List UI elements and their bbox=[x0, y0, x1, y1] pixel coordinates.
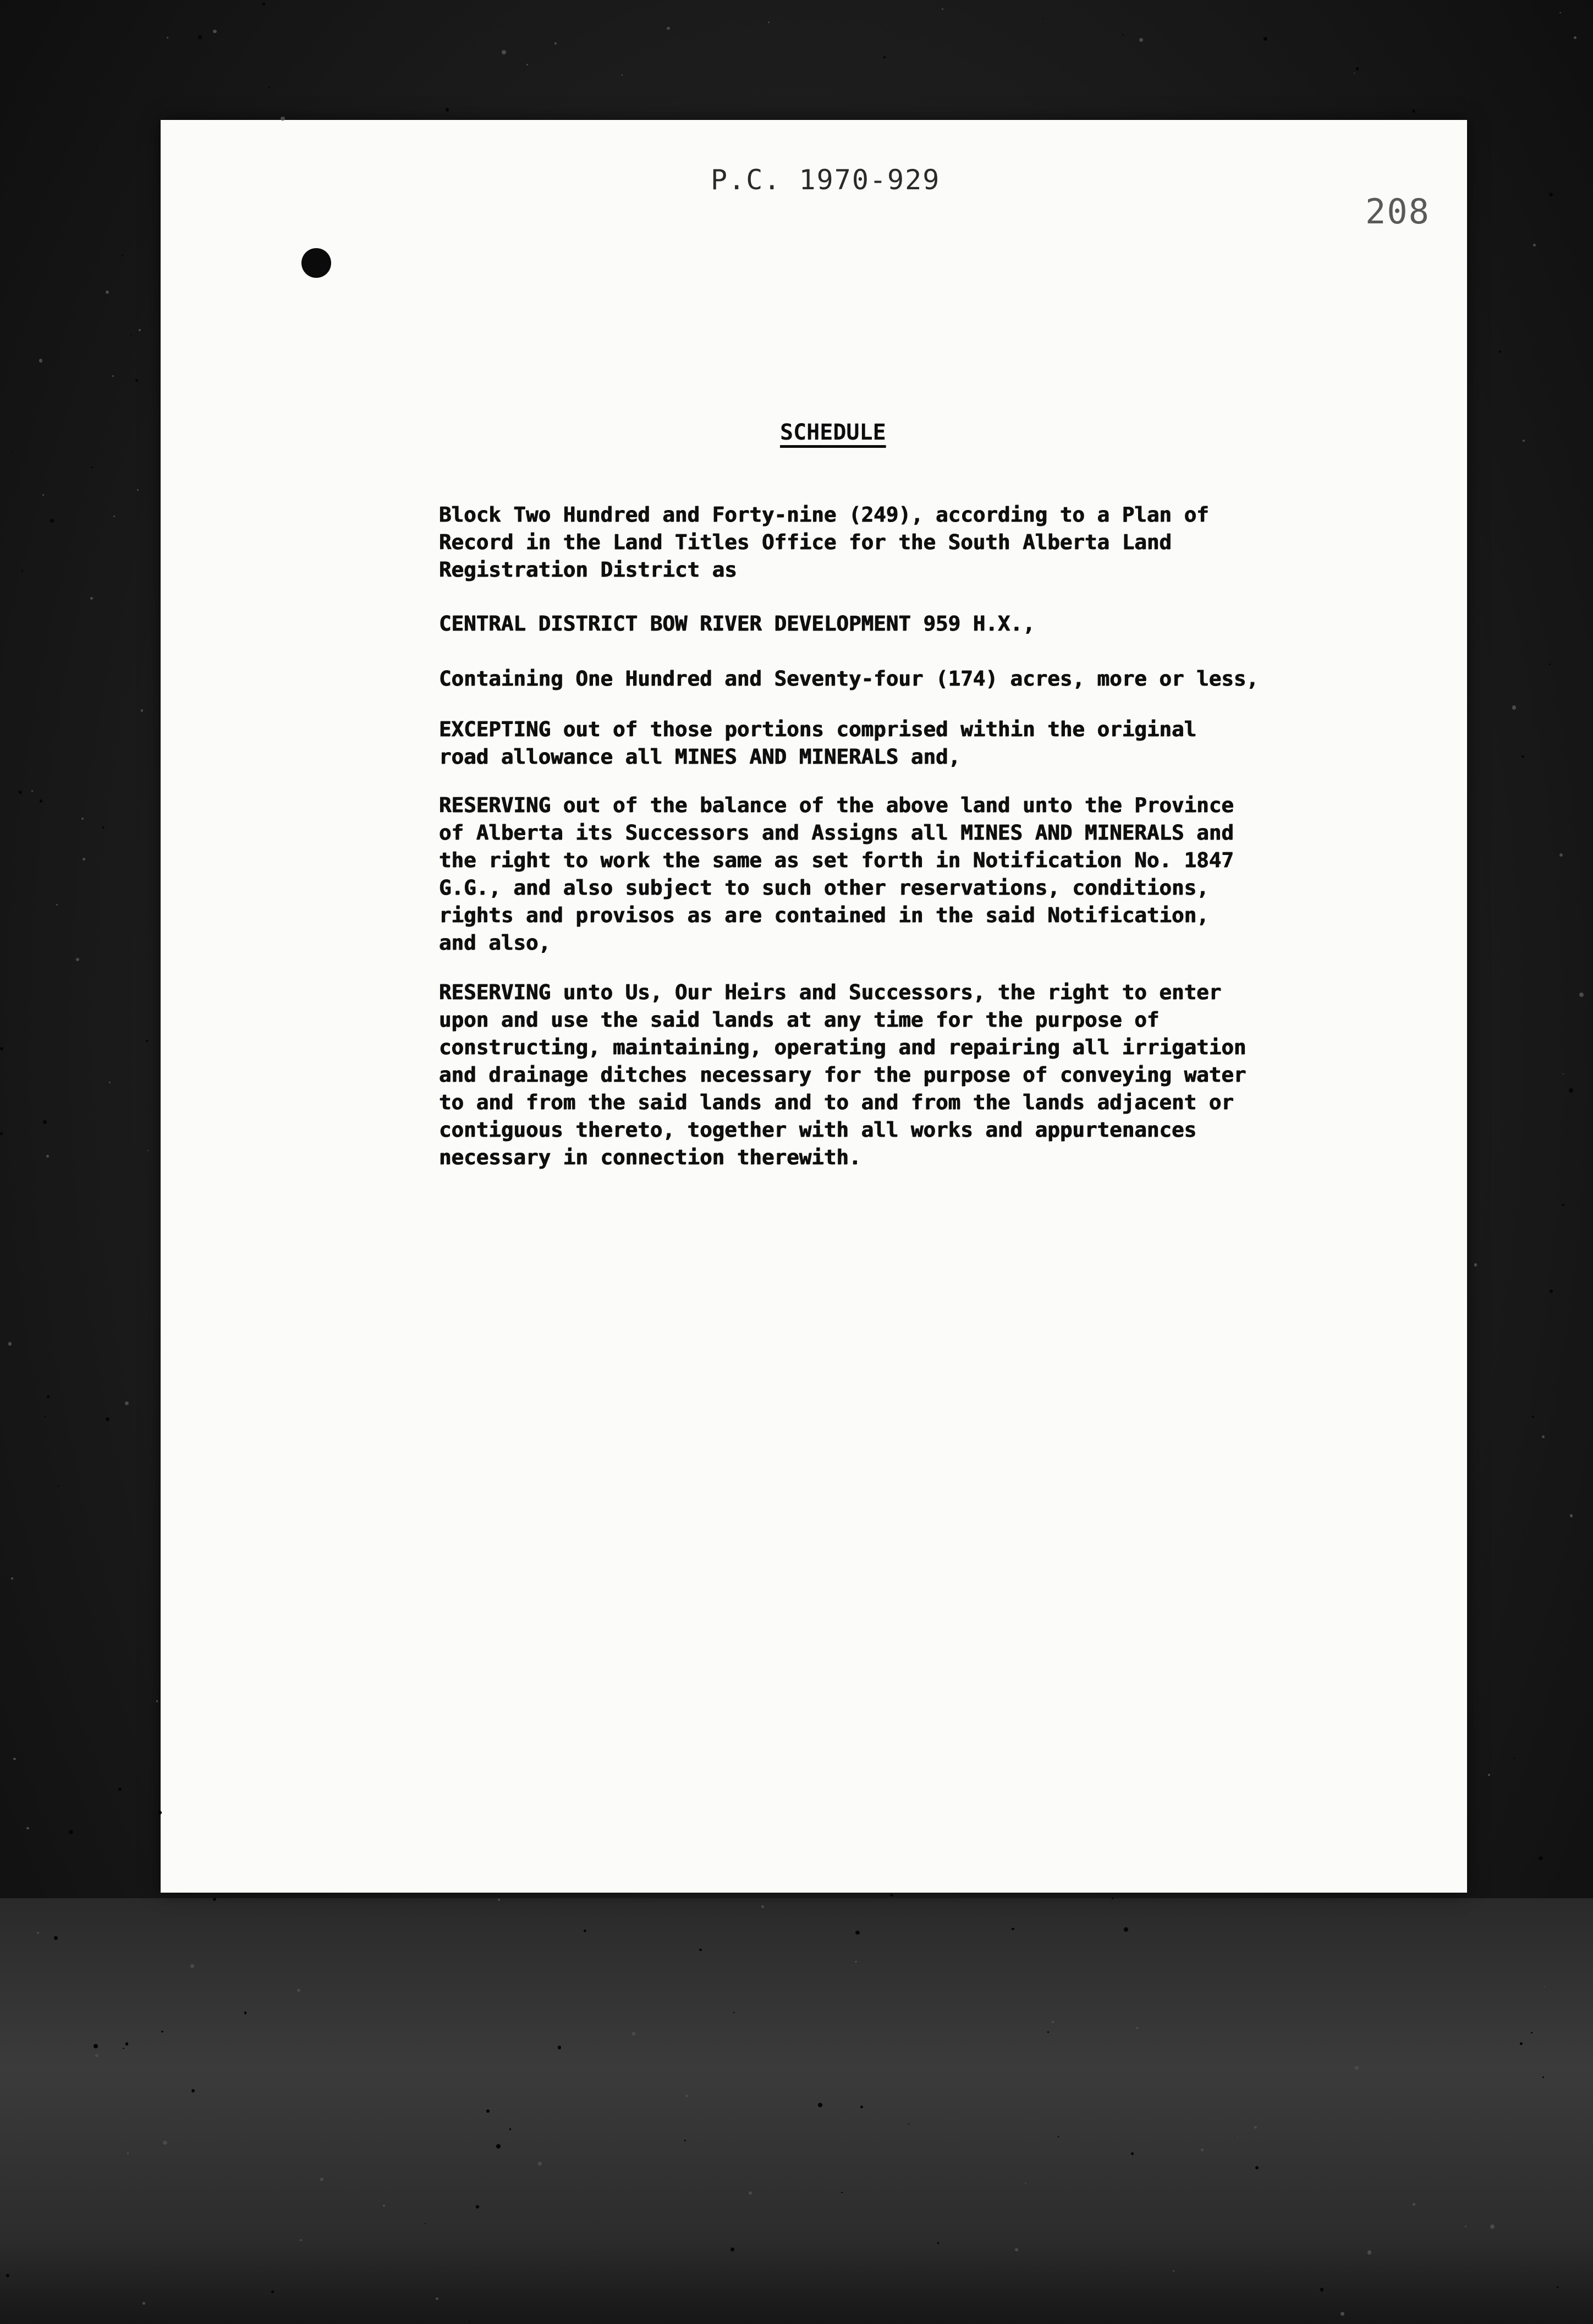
film-grain bbox=[46, 1155, 49, 1158]
film-grain bbox=[90, 597, 93, 600]
film-grain bbox=[509, 2128, 511, 2130]
schedule-title: SCHEDULE bbox=[780, 420, 886, 445]
film-grain bbox=[135, 379, 138, 382]
film-grain bbox=[91, 467, 93, 468]
film-grain bbox=[469, 2321, 470, 2322]
film-grain bbox=[685, 2095, 688, 2097]
film-grain bbox=[1559, 853, 1563, 857]
film-grain bbox=[855, 1961, 857, 1963]
film-grain bbox=[167, 37, 168, 39]
film-grain bbox=[300, 2239, 301, 2241]
film-grain bbox=[1355, 2066, 1359, 2070]
film-grain bbox=[841, 2192, 843, 2194]
film-grain bbox=[113, 516, 115, 517]
document-page bbox=[161, 120, 1467, 1893]
film-grain bbox=[883, 56, 886, 58]
film-grain bbox=[42, 494, 45, 496]
film-grain bbox=[1354, 73, 1355, 74]
film-grain bbox=[262, 2, 266, 6]
paragraph-area: Containing One Hundred and Seventy-four (174) acres, more or less, bbox=[439, 666, 1259, 690]
film-grain bbox=[19, 791, 22, 794]
film-grain bbox=[0, 1132, 3, 1135]
film-grain bbox=[632, 2032, 635, 2035]
film-grain bbox=[6, 2274, 9, 2277]
film-grain bbox=[125, 1401, 129, 1405]
film-grain bbox=[268, 87, 270, 88]
film-grain bbox=[213, 30, 216, 33]
film-grain bbox=[106, 290, 109, 294]
film-grain bbox=[112, 375, 114, 377]
film-grain bbox=[26, 1827, 29, 1830]
film-grain bbox=[37, 1932, 39, 1934]
film-grain bbox=[45, 1416, 46, 1417]
film-grain bbox=[1264, 37, 1267, 41]
film-grain bbox=[156, 1700, 158, 1702]
film-grain bbox=[1557, 2286, 1559, 2288]
film-grain bbox=[502, 50, 506, 54]
film-grain bbox=[40, 799, 42, 802]
film-grain bbox=[1490, 2224, 1495, 2229]
film-grain bbox=[130, 335, 132, 336]
film-grain bbox=[123, 2048, 124, 2049]
film-grain bbox=[190, 1964, 194, 1968]
film-grain bbox=[142, 2302, 145, 2305]
film-grain bbox=[622, 74, 623, 76]
film-grain bbox=[297, 1989, 300, 1992]
paragraph-reserving-province: RESERVING out of the balance of the above land unto the Province of Alberta its Successors and Assigns all MINES AND MINERALS and the right to work the same as set forth in Notification No. 1847 G.G., and also subject to such other reservations, conditions, rights and provisos as are contained in the said Notification, and also, bbox=[439, 793, 1234, 955]
film-grain bbox=[538, 2162, 541, 2165]
film-grain bbox=[1052, 2021, 1053, 2022]
film-grain bbox=[50, 519, 54, 523]
film-grain bbox=[1531, 2032, 1532, 2034]
film-grain bbox=[106, 1417, 109, 1421]
film-grain bbox=[1520, 2042, 1523, 2045]
film-grain bbox=[1499, 350, 1501, 353]
paragraph-district: CENTRAL DISTRICT BOW RIVER DEVELOPMENT 959 H.X., bbox=[439, 611, 1035, 635]
film-grain bbox=[383, 2205, 384, 2206]
film-grain bbox=[320, 2178, 323, 2181]
film-grain bbox=[554, 42, 557, 45]
film-grain bbox=[147, 1150, 149, 1151]
film-grain bbox=[1569, 1088, 1573, 1093]
film-grain bbox=[1356, 67, 1359, 70]
film-grain bbox=[1570, 1514, 1573, 1517]
film-grain bbox=[127, 2152, 129, 2154]
punch-hole bbox=[301, 248, 331, 278]
film-grain bbox=[684, 2140, 686, 2141]
film-grain bbox=[1201, 2148, 1204, 2151]
film-grain bbox=[163, 2141, 167, 2145]
film-grain bbox=[56, 904, 58, 906]
film-grain bbox=[161, 2031, 163, 2032]
film-grain bbox=[1550, 1290, 1553, 1293]
film-grain bbox=[125, 2042, 129, 2046]
film-grain bbox=[937, 2242, 940, 2244]
film-grain bbox=[1136, 2027, 1138, 2029]
film-grain bbox=[1532, 1416, 1534, 1418]
film-grain bbox=[1539, 1856, 1543, 1861]
order-reference: P.C. 1970-929 bbox=[711, 164, 941, 196]
film-grain bbox=[1533, 244, 1536, 246]
film-grain bbox=[584, 1930, 586, 1932]
paragraph-reserving-crown: RESERVING unto Us, Our Heirs and Successors, the right to enter upon and use the said lands at any time for the purpose of constructing, maintaining, operating and repairing all irrigation and drainage ditches necessary for the purpose of conveying water to and from the said lands and to and from the lands adjacent or contiguous thereto, together with all works and appurtenances necessary in connection therewith. bbox=[439, 980, 1246, 1169]
film-grain bbox=[1579, 993, 1584, 997]
film-grain bbox=[1562, 1204, 1564, 1206]
film-grain bbox=[1413, 2203, 1415, 2205]
film-grain bbox=[1542, 1435, 1545, 1438]
film-grain bbox=[146, 1040, 148, 1042]
film-grain bbox=[496, 2144, 501, 2148]
film-grain bbox=[1521, 755, 1524, 758]
film-grain bbox=[1042, 18, 1043, 19]
film-grain bbox=[11, 1577, 13, 1580]
film-grain bbox=[0, 1047, 3, 1050]
film-grain bbox=[69, 1830, 73, 1834]
film-grain bbox=[1131, 2152, 1134, 2155]
film-grain bbox=[1139, 38, 1143, 42]
film-grain bbox=[1124, 1927, 1128, 1932]
film-grain bbox=[1523, 440, 1525, 442]
film-grain bbox=[13, 1758, 16, 1761]
film-grain bbox=[1514, 1757, 1515, 1759]
film-grain bbox=[31, 790, 33, 792]
film-grain bbox=[244, 2011, 247, 2014]
film-grain bbox=[1559, 12, 1561, 14]
film-grain bbox=[1549, 193, 1553, 196]
film-grain bbox=[768, 21, 770, 23]
film-grain bbox=[699, 1949, 702, 1952]
film-grain bbox=[281, 117, 285, 121]
film-grain bbox=[667, 27, 669, 30]
film-grain bbox=[1549, 664, 1551, 665]
film-grain bbox=[94, 2044, 98, 2048]
film-grain bbox=[198, 35, 202, 39]
film-grain bbox=[137, 489, 139, 491]
film-grain bbox=[118, 1788, 122, 1791]
film-grain bbox=[21, 570, 23, 572]
film-grain bbox=[81, 818, 84, 820]
film-grain bbox=[1255, 2166, 1259, 2169]
film-grain bbox=[39, 359, 42, 362]
film-grain bbox=[122, 255, 123, 256]
film-grain bbox=[1122, 34, 1124, 36]
film-grain bbox=[102, 826, 104, 828]
film-grain bbox=[76, 958, 79, 961]
film-grain bbox=[139, 329, 141, 331]
paragraph-excepting: EXCEPTING out of those portions comprised within the original road allowance all MINES AND MINERALS and, bbox=[439, 717, 1197, 769]
film-border bbox=[0, 1898, 1593, 2324]
film-grain bbox=[526, 64, 528, 65]
film-grain bbox=[942, 8, 943, 10]
film-grain bbox=[8, 1342, 12, 1346]
film-grain bbox=[43, 1120, 47, 1124]
film-grain bbox=[47, 1395, 50, 1398]
film-grain bbox=[109, 1082, 111, 1083]
film-grain bbox=[1574, 36, 1576, 39]
film-grain bbox=[446, 108, 449, 112]
film-grain bbox=[1112, 1898, 1113, 1899]
paragraph-block-description: Block Two Hundred and Forty-nine (249), according to a Plan of Record in the Land Titles Office for the South Alberta Land Registration District as bbox=[439, 502, 1209, 582]
film-grain bbox=[141, 709, 144, 712]
film-grain bbox=[1412, 109, 1415, 113]
film-grain bbox=[1563, 1073, 1564, 1075]
film-grain bbox=[12, 451, 13, 452]
film-grain bbox=[1488, 1774, 1490, 1776]
film-grain bbox=[1512, 705, 1516, 709]
film-grain bbox=[486, 2109, 490, 2113]
film-grain bbox=[476, 2205, 479, 2208]
page-number: 208 bbox=[1365, 191, 1430, 232]
film-grain bbox=[818, 2103, 822, 2107]
film-grain bbox=[855, 1931, 859, 1934]
film-grain bbox=[558, 2046, 561, 2049]
film-grain bbox=[1465, 2226, 1466, 2227]
film-grain bbox=[730, 2248, 734, 2251]
film-grain bbox=[83, 858, 85, 860]
film-grain bbox=[58, 1485, 59, 1487]
film-grain bbox=[1474, 1263, 1477, 1266]
film-grain bbox=[271, 2290, 274, 2293]
film-grain bbox=[890, 1894, 893, 1897]
